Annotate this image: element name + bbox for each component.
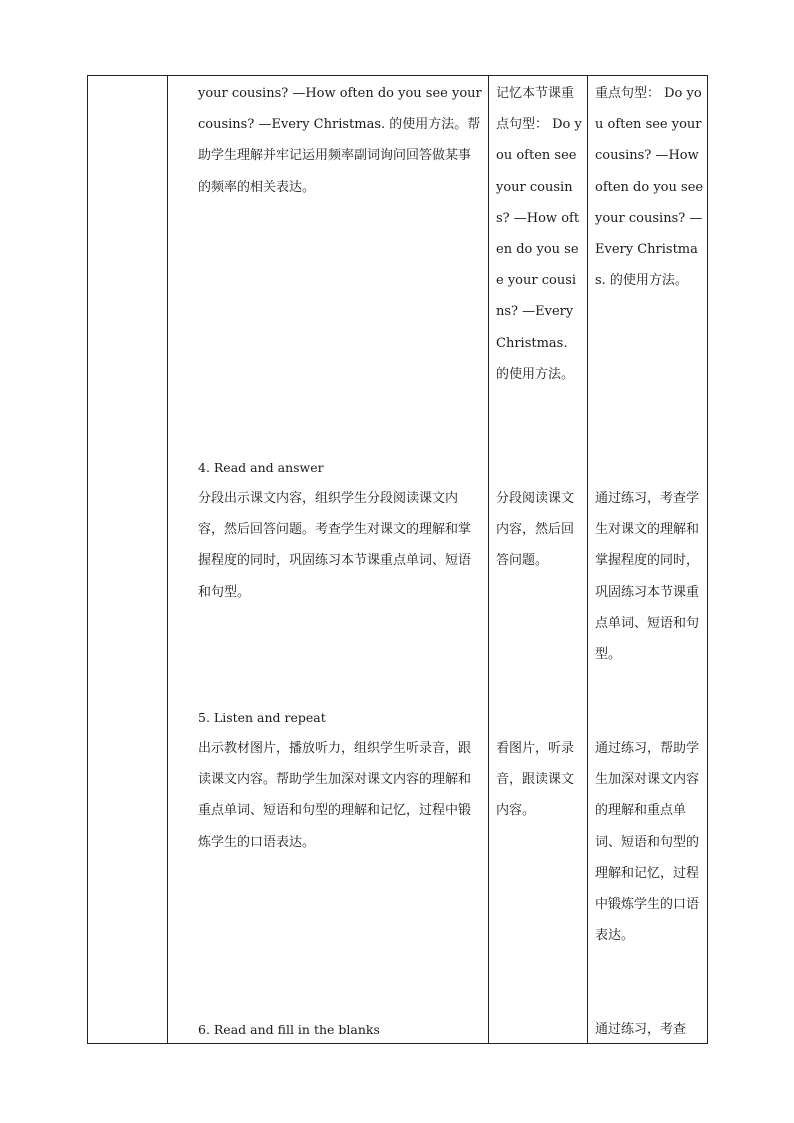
section-4-teacher-activity: 分段出示课文内容，组织学生分段阅读课文内容，然后回答问题。考查学生对课文的理解和掌握程度的同时，巩固练习本节课重点单词、短语和句型。 [198,491,472,600]
section-5-design-intent: 通过练习，帮助学生加深对课文内容的理解和重点单词、短语和句型的理解和记忆，过程中锻炼学生的口语表达。 [595,741,700,944]
stage-cell [88,76,168,1044]
student-activity-cell [489,76,588,1044]
section-5-student-activity: 看图片，听录音，跟读课文内容。 [496,741,575,819]
teacher-activity-cell [168,76,489,1044]
section-5-teacher-activity: 出示教材图片，播放听力，组织学生听录音，跟读课文内容。帮助学生加深对课文内容的理解和重点单词、短语和句型的理解和记忆，过程中锻炼学生的口语表达。 [198,741,472,850]
student-activity-continued: 记忆本节课重点句型： Do you often see your cousins? —How often do you see your cousins? —Every Christmas. 的使用方法。 [496,86,582,382]
lesson-plan-table [87,75,708,1044]
design-intent-cell [588,76,708,1044]
section-4-heading: 4. Read and answer [198,460,324,475]
section-6-design-intent: 通过练习，考查 [595,1022,687,1037]
section-4-student-activity: 分段阅读课文内容，然后回答问题。 [496,491,575,569]
section-5-heading: 5. Listen and repeat [198,710,326,725]
section-4-design-intent: 通过练习，考查学生对课文的理解和掌握程度的同时，巩固练习本节课重点单词、短语和句型。 [595,491,700,663]
teacher-activity-continued: your cousins? —How often do you see your cousins? —Every Christmas. 的使用方法。帮助学生理解并牢记运用频率副词询问回答做某事的频率的相关表达。 [198,86,482,195]
table-row [88,76,708,1044]
section-6-heading: 6. Read and fill in the blanks [198,1022,380,1037]
design-intent-continued: 重点句型： Do you often see your cousins? —How often do you see your cousins? —Every Christmas. 的使用方法。 [595,86,704,289]
